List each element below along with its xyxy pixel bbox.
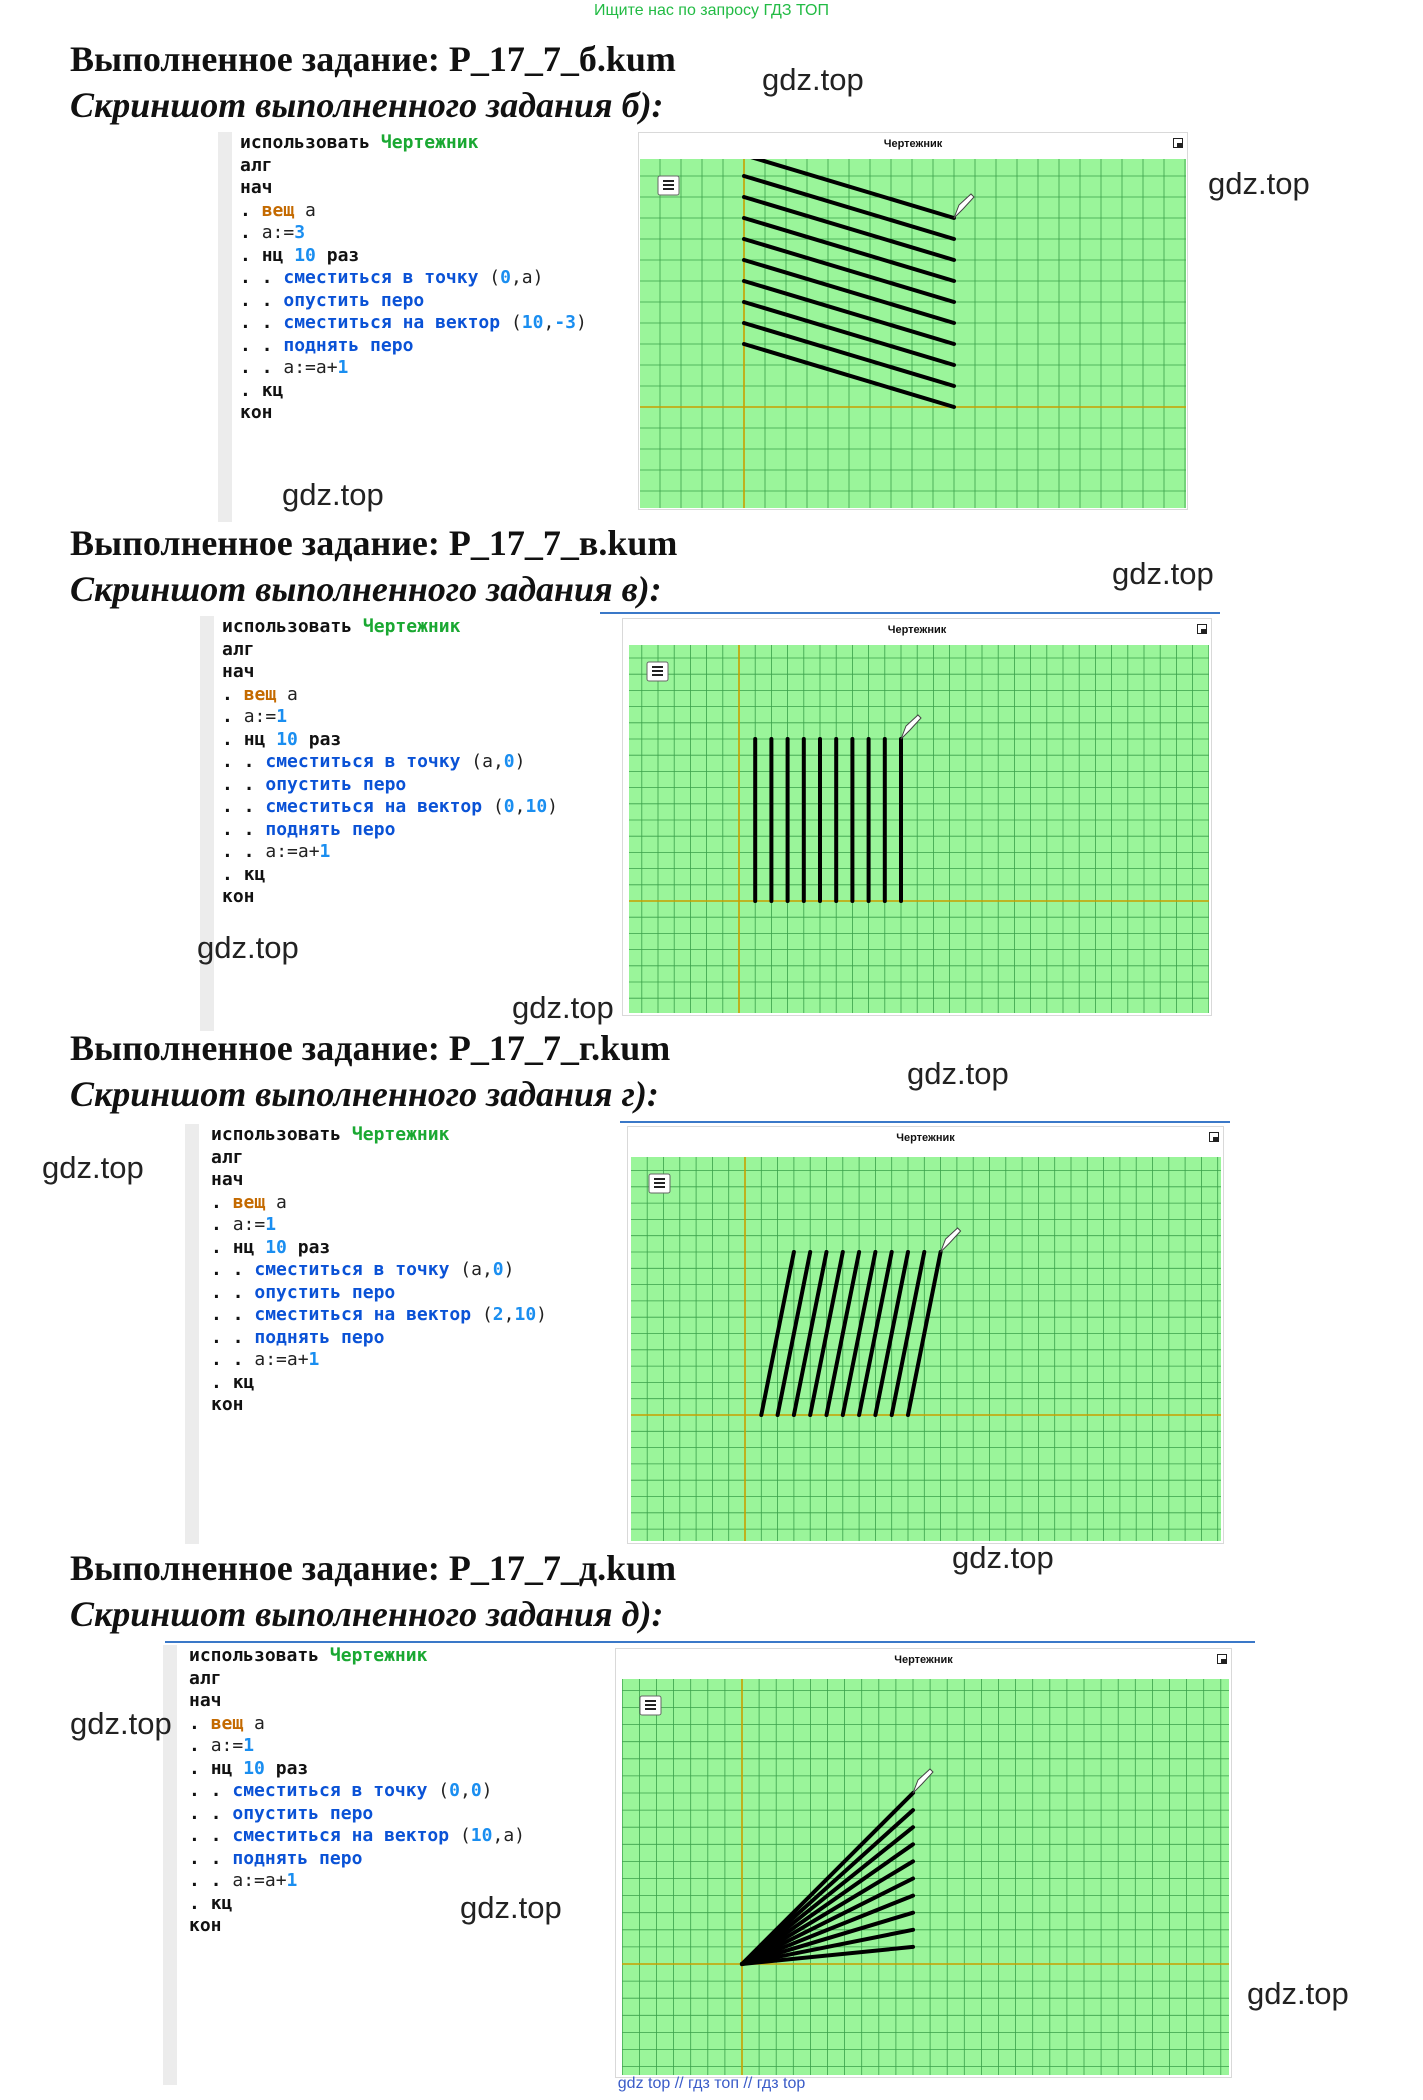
- section-c-title: Выполненное задание: Р_17_7_в.kum: [70, 523, 678, 563]
- code-line[interactable]: использовать Чертежник: [222, 616, 461, 637]
- code-line[interactable]: . . a:=a+1: [240, 357, 349, 378]
- code-line[interactable]: использовать Чертежник: [240, 132, 479, 153]
- code-line[interactable]: . кц: [222, 863, 266, 885]
- watermark: gdz.top: [197, 930, 299, 965]
- watermark: gdz.top: [460, 1890, 562, 1925]
- code-line[interactable]: . вещ a: [222, 683, 298, 705]
- code-line[interactable]: алг: [222, 638, 255, 660]
- code-editor[interactable]: [218, 132, 628, 522]
- watermark: gdz.top: [1112, 556, 1214, 591]
- menu-icon-bar: [652, 666, 663, 668]
- drawer-window: [638, 132, 1188, 510]
- watermark: gdz.top: [42, 1150, 144, 1185]
- code-line[interactable]: алг: [189, 1667, 222, 1689]
- menu-icon-bar: [645, 1700, 656, 1702]
- code-line[interactable]: . кц: [240, 379, 284, 401]
- code-line[interactable]: кон: [240, 402, 273, 423]
- code-line[interactable]: использовать Чертежник: [211, 1124, 450, 1145]
- watermark: gdz.top: [762, 62, 864, 97]
- drawer-window: [627, 1126, 1224, 1544]
- code-line[interactable]: . . сместиться на вектор (10,a): [189, 1825, 525, 1846]
- canvas-background: [629, 645, 1209, 1013]
- code-line[interactable]: . . сместиться в точку (a,0): [222, 751, 526, 772]
- watermark: gdz.top: [282, 477, 384, 512]
- top-banner[interactable]: Ищите нас по запросу ГДЗ ТОП: [594, 2, 829, 19]
- drawer-canvas: [622, 1679, 1229, 2075]
- drawer-canvas: [640, 159, 1186, 508]
- code-line[interactable]: . нц 10 раз: [240, 244, 360, 266]
- footer-links[interactable]: gdz top // гдз топ // гдз top: [617, 2075, 806, 2092]
- code-line[interactable]: . . опустить перо: [211, 1281, 396, 1303]
- menu-icon-bar: [654, 1178, 665, 1180]
- code-line[interactable]: использовать Чертежник: [189, 1645, 428, 1666]
- code-editor[interactable]: [200, 616, 620, 1031]
- watermark: gdz.top: [907, 1056, 1009, 1091]
- drawer-window-title: Чертежник: [883, 138, 943, 150]
- code-line[interactable]: нач: [222, 661, 255, 682]
- drawer-window: [622, 618, 1212, 1016]
- menu-icon-bar: [654, 1182, 665, 1184]
- divider-line: [600, 612, 1220, 614]
- code-line[interactable]: . вещ a: [240, 199, 316, 221]
- menu-icon-bar: [654, 1186, 665, 1188]
- menu-icon-bar: [663, 188, 674, 190]
- restore-window-icon[interactable]: [1197, 624, 1207, 634]
- menu-icon-bar: [663, 184, 674, 186]
- drawer-window-title: Чертежник: [896, 1132, 955, 1144]
- code-line[interactable]: . . сместиться в точку (a,0): [211, 1259, 515, 1280]
- section-d-title: Выполненное задание: Р_17_7_г.kum: [70, 1028, 671, 1068]
- code-line[interactable]: . . поднять перо: [211, 1326, 385, 1348]
- code-line[interactable]: . . a:=a+1: [211, 1349, 320, 1370]
- code-editor[interactable]: [163, 1645, 613, 2085]
- menu-icon-bar: [663, 180, 674, 182]
- code-line[interactable]: . . сместиться на вектор (2,10): [211, 1304, 548, 1325]
- code-line[interactable]: кон: [189, 1915, 222, 1936]
- drawer-window: [615, 1648, 1232, 2078]
- section-c-subtitle: Скриншот выполненного задания в):: [70, 569, 662, 609]
- watermark: gdz.top: [952, 1540, 1054, 1575]
- code-line[interactable]: . . поднять перо: [222, 818, 396, 840]
- drawer-window-title: Чертежник: [887, 624, 947, 636]
- code-line[interactable]: . . a:=a+1: [222, 841, 331, 862]
- restore-window-icon[interactable]: [1209, 1132, 1219, 1142]
- menu-icon-bar: [652, 670, 663, 672]
- code-line[interactable]: . a:=1: [189, 1735, 255, 1756]
- code-line[interactable]: . a:=3: [240, 222, 306, 243]
- code-line[interactable]: . вещ a: [211, 1191, 287, 1213]
- menu-icon-bar: [652, 674, 663, 676]
- code-line[interactable]: . нц 10 раз: [211, 1236, 331, 1258]
- code-line[interactable]: . кц: [189, 1892, 233, 1914]
- code-line[interactable]: . нц 10 раз: [189, 1757, 309, 1779]
- divider-line: [165, 1641, 1255, 1643]
- canvas-background: [631, 1157, 1221, 1541]
- section-b-title: Выполненное задание: Р_17_7_б.kum: [70, 39, 676, 79]
- restore-window-icon[interactable]: [1217, 1654, 1227, 1664]
- code-line[interactable]: алг: [211, 1146, 244, 1168]
- code-line[interactable]: . . сместиться в точку (0,a): [240, 267, 544, 288]
- code-line[interactable]: нач: [240, 177, 273, 198]
- drawer-canvas: [629, 645, 1209, 1013]
- code-line[interactable]: кон: [211, 1394, 244, 1415]
- code-line[interactable]: . a:=1: [222, 706, 288, 727]
- code-line[interactable]: . вещ a: [189, 1712, 265, 1734]
- menu-icon-bar: [645, 1708, 656, 1710]
- code-line[interactable]: . . сместиться в точку (0,0): [189, 1780, 493, 1801]
- watermark: gdz.top: [1208, 166, 1310, 201]
- restore-window-icon[interactable]: [1173, 138, 1183, 148]
- watermark: gdz.top: [70, 1706, 172, 1741]
- code-line[interactable]: . a:=1: [211, 1214, 277, 1235]
- code-line[interactable]: . . поднять перо: [240, 334, 414, 356]
- watermark: gdz.top: [512, 990, 614, 1025]
- watermark: gdz.top: [1247, 1976, 1349, 2011]
- code-line[interactable]: . . a:=a+1: [189, 1870, 298, 1891]
- section-e-title: Выполненное задание: Р_17_7_д.kum: [70, 1548, 677, 1588]
- code-line[interactable]: нач: [189, 1690, 222, 1711]
- code-editor[interactable]: [185, 1124, 625, 1544]
- code-line[interactable]: . . опустить перо: [222, 773, 407, 795]
- section-e-subtitle: Скриншот выполненного задания д):: [70, 1594, 664, 1634]
- code-line[interactable]: . . поднять перо: [189, 1847, 363, 1869]
- drawer-window-title: Чертежник: [894, 1654, 953, 1666]
- drawer-canvas: [631, 1157, 1221, 1541]
- code-line[interactable]: нач: [211, 1169, 244, 1190]
- code-line[interactable]: . кц: [211, 1371, 255, 1393]
- divider-line: [620, 1121, 1230, 1123]
- code-line[interactable]: алг: [240, 154, 273, 176]
- code-line[interactable]: . . опустить перо: [189, 1802, 374, 1824]
- code-line[interactable]: . . сместиться на вектор (0,10): [222, 796, 559, 817]
- code-line[interactable]: . нц 10 раз: [222, 728, 342, 750]
- section-d-subtitle: Скриншот выполненного задания г):: [70, 1074, 659, 1114]
- menu-icon-bar: [645, 1704, 656, 1706]
- code-line[interactable]: . . опустить перо: [240, 289, 425, 311]
- code-line[interactable]: . . сместиться на вектор (10,-3): [240, 312, 587, 333]
- section-b-subtitle: Скриншот выполненного задания б):: [70, 85, 664, 125]
- code-line[interactable]: кон: [222, 886, 255, 907]
